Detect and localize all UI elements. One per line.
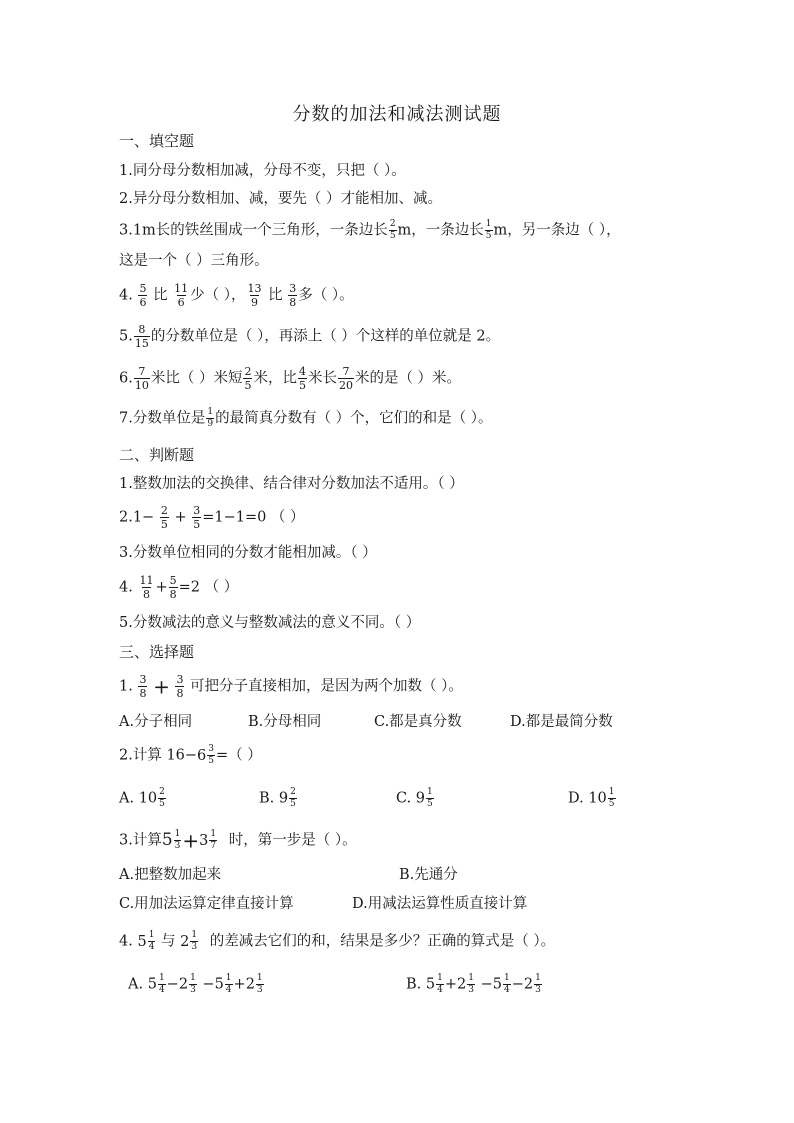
fraction-7-20: $\frac{7}{20}$ xyxy=(338,365,353,392)
jq4-plus: + xyxy=(155,579,168,596)
q5-number: 5. xyxy=(119,328,133,345)
fraction-3-8: $\frac{3}{8}$ xyxy=(139,673,147,700)
cq2-text-a: 2.计算 16− xyxy=(119,747,198,764)
cq2-option-d[interactable]: D. 10 $\frac{1}{5}$ xyxy=(568,787,615,809)
mixed-3-1-7: 3 $\frac{1}{7}$ xyxy=(199,829,217,851)
choice-question-3 xyxy=(119,830,357,851)
cq3-option-c[interactable]: C.用加法运算定律直接计算 xyxy=(119,896,294,912)
cq4-option-b[interactable]: B. 5 $\frac{1}{4}$ +2 $\frac{1}{3}$ −5 $\frac{1}{4}$ −2 $\frac{1}{3}$ xyxy=(406,973,541,995)
jq2-text-c: =1−1=0 （ ） xyxy=(202,509,305,526)
cq3-text-a: 3.计算 xyxy=(119,832,162,849)
fill-question-3-cont: 这是一个（ ）三角形。 xyxy=(119,253,269,269)
fill-question-3 xyxy=(119,220,621,241)
jq4-number: 4. xyxy=(119,579,133,596)
cq2-option-b[interactable]: B. 9 $\frac{2}{5}$ xyxy=(259,787,296,809)
cq3-option-d[interactable]: D.用减法运算性质直接计算 xyxy=(352,896,528,912)
fraction-7-10: $\frac{7}{10}$ xyxy=(134,365,149,392)
mixed-2-1-3: 2 $\frac{1}{3}$ xyxy=(180,930,198,952)
cq3-plus: + xyxy=(182,828,200,853)
q4-text-e: 多（ ）。 xyxy=(298,287,354,304)
cq4-text-b: 与 xyxy=(161,933,176,950)
cq4-option-a[interactable]: A. 5 $\frac{1}{4}$ −2 $\frac{1}{3}$ −5 $\frac{1}{4}$ +2 $\frac{1}{3}$ xyxy=(128,973,263,995)
judge-question-1: 1.整数加法的交换律、结合律对分数加法不适用。（ ） xyxy=(119,476,464,492)
q4-text-b: 比 xyxy=(153,287,168,304)
cq2-option-a[interactable]: A. 10 $\frac{2}{5}$ xyxy=(119,787,165,809)
fraction-8-15: $\frac{8}{15}$ xyxy=(134,323,149,350)
fraction-3-8: $\frac{3}{8}$ xyxy=(289,282,297,309)
q3-text-b: m，一条边长 xyxy=(397,222,484,239)
q4-text-c: 少（ ）， xyxy=(190,287,246,304)
cq1-option-a[interactable]: A.分子相同 xyxy=(119,714,193,730)
fraction-4-5: $\frac{4}{5}$ xyxy=(298,365,306,392)
q6-text-d: 米长 xyxy=(307,370,337,387)
cq2-option-c[interactable]: C. 9 $\frac{1}{5}$ xyxy=(396,787,433,809)
fraction-5-6: $\frac{5}{6}$ xyxy=(139,282,147,309)
fraction-1-5: $\frac{1}{5}$ xyxy=(485,219,492,241)
choice-question-2 xyxy=(119,745,262,766)
q3-text-a: 3.1m长的铁丝围成一个三角形，一条边长 xyxy=(119,222,388,239)
fill-question-4 xyxy=(119,283,354,308)
mixed-5-1-3: 5 $\frac{1}{3}$ xyxy=(161,829,181,851)
judge-question-3: 3.分数单位相同的分数才能相加减。（ ） xyxy=(119,545,377,561)
q6-text-c: 米，比 xyxy=(253,370,297,387)
fraction-3-5: $\frac{3}{5}$ xyxy=(193,504,201,531)
fraction-11-6: $\frac{11}{6}$ xyxy=(174,282,189,309)
q6-number: 6. xyxy=(119,370,133,387)
cq4-number: 4. xyxy=(119,933,133,950)
q7-text-a: 7.分数单位是 xyxy=(119,410,206,427)
cq3-text-c: 时，第一步是（ ）。 xyxy=(228,832,357,849)
cq3-option-a[interactable]: A.把整数加起来 xyxy=(119,867,222,883)
judge-question-2 xyxy=(119,505,305,530)
cq1-option-d[interactable]: D.都是最简分数 xyxy=(510,714,613,730)
fraction-2-5: $\frac{2}{5}$ xyxy=(244,365,252,392)
fill-question-1: 1.同分母分数相加减，分母不变，只把（ ）。 xyxy=(119,163,406,179)
fraction-2-5: $\frac{2}{5}$ xyxy=(160,504,168,531)
q6-text-e: 米的是（ ）米。 xyxy=(354,370,462,387)
choice-question-4 xyxy=(119,931,555,952)
mixed-6-3-5: 6 $\frac{3}{5}$ xyxy=(197,744,215,766)
cq3-option-b[interactable]: B.先通分 xyxy=(399,867,458,883)
cq4-text-c: 的差减去它们的和，结果是多少？正确的算式是（ ）。 xyxy=(209,933,556,950)
cq1-number: 1. xyxy=(119,678,133,695)
q5-text: 的分数单位是（ ），再添上（ ）个这样的单位就是 2。 xyxy=(150,328,501,345)
fill-question-7 xyxy=(119,408,493,429)
q4-number: 4. xyxy=(119,287,133,304)
cq2-text-b: =（ ） xyxy=(216,747,262,764)
jq2-plus: + xyxy=(174,509,187,526)
fill-question-5 xyxy=(119,324,500,349)
q6-text-b: 米比（ ）米短 xyxy=(150,370,243,387)
q3-text-c: m，另一条边（ ）， xyxy=(493,222,621,239)
section-judge-heading: 二、判断题 xyxy=(119,446,195,464)
page-title: 分数的加法和减法测试题 xyxy=(292,104,502,125)
q4-text-d: 比 xyxy=(268,287,283,304)
cq1-plus: + xyxy=(153,674,170,699)
fraction-1-9: $\frac{1}{9}$ xyxy=(207,407,214,429)
fraction-2-5: $\frac{2}{5}$ xyxy=(389,219,396,241)
jq2-text-a: 2.1− xyxy=(119,509,155,526)
cq1-text-c: 可把分子直接相加，是因为两个加数（ ）。 xyxy=(190,678,463,695)
q7-text-b: 的最简真分数有（ ）个，它们的和是（ ）。 xyxy=(215,410,493,427)
section-fill-heading: 一、填空题 xyxy=(119,132,195,150)
fraction-5-8: $\frac{5}{8}$ xyxy=(169,574,177,601)
mixed-5-1-4: 5 $\frac{1}{4}$ xyxy=(137,930,155,952)
judge-question-4 xyxy=(119,575,238,600)
judge-question-5: 5.分数减法的意义与整数减法的意义不同。（ ） xyxy=(119,615,421,631)
cq1-option-c[interactable]: C.都是真分数 xyxy=(374,714,462,730)
fill-question-2: 2.异分母分数相加、减，要先（ ）才能相加、减。 xyxy=(119,191,442,207)
jq4-text-c: =2 （ ） xyxy=(178,579,239,596)
fraction-3-8: $\frac{3}{8}$ xyxy=(176,673,184,700)
cq1-option-b[interactable]: B.分母相同 xyxy=(248,714,322,730)
fraction-13-9: $\frac{13}{9}$ xyxy=(247,282,262,309)
fill-question-6 xyxy=(119,366,461,391)
section-choice-heading: 三、选择题 xyxy=(119,643,195,661)
fraction-11-8: $\frac{11}{8}$ xyxy=(139,574,154,601)
choice-question-1 xyxy=(119,674,463,699)
